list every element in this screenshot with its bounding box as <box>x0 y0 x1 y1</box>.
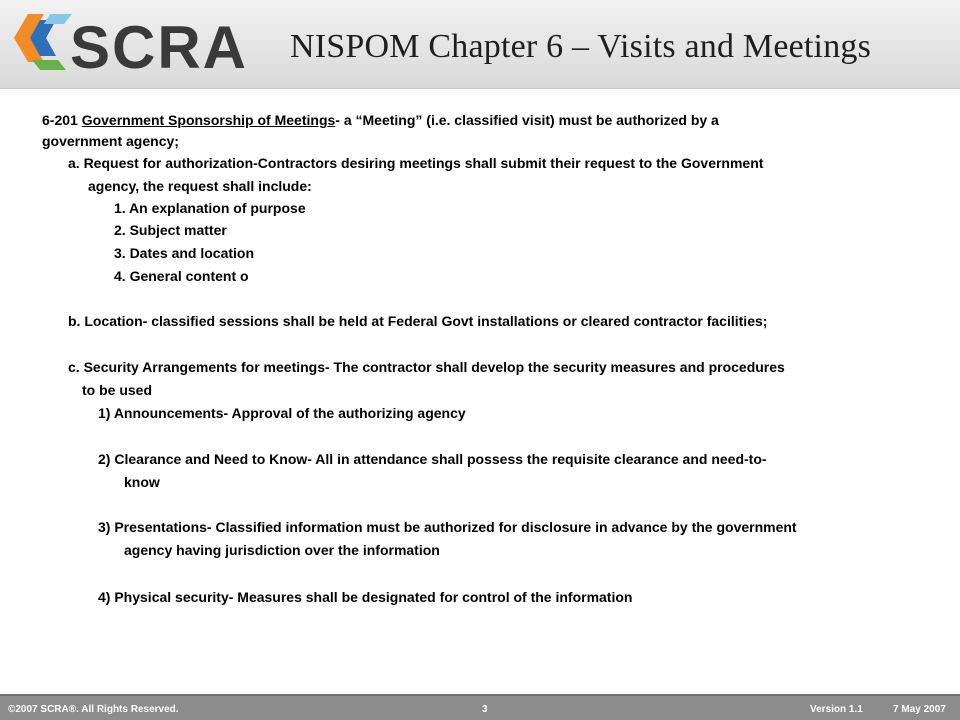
item-c4-line: 4) Physical security- Measures shall be designated for control of the information <box>98 589 633 605</box>
item-c-line-2: to be used <box>82 382 153 398</box>
list-item: 1. An explanation of purpose <box>114 200 306 216</box>
item-c2-line-1: 2) Clearance and Need to Know- All in attendance shall possess the requisite clearance and need-to- <box>98 451 767 467</box>
item-a-line-1: a. Request for authorization-Contractors desiring meetings shall submit their request to the Government <box>68 155 764 171</box>
footer-version: Version 1.1 <box>810 704 863 715</box>
list-item: 3. Dates and location <box>114 245 255 261</box>
item-b-line: b. Location- classified sessions shall be held at Federal Govt installations or cleared contractor facilities; <box>68 313 768 329</box>
section-heading: Government Sponsorship of Meetings <box>81 112 336 128</box>
footer-copyright: ©2007 SCRA®. All Rights Reserved. <box>8 704 179 715</box>
item-a-line-2: agency, the request shall include: <box>88 178 312 194</box>
item-c-line-1: c. Security Arrangements for meetings- The contractor shall develop the security measures and procedures <box>68 359 785 375</box>
section-text: - a “Meeting” (i.e. classified visit) must be authorized by a <box>335 112 719 128</box>
section-6-201-line-2: government agency; <box>42 133 179 149</box>
item-c1-line: 1) Announcements- Approval of the authorizing agency <box>98 405 466 421</box>
slide-footer <box>0 694 960 720</box>
item-c3-line-2: agency having jurisdiction over the information <box>124 542 440 558</box>
footer-page-number: 3 <box>482 704 488 715</box>
section-number: 6-201 <box>42 112 82 128</box>
section-6-201-line-1 <box>42 111 719 129</box>
list-item: 2. Subject matter <box>114 222 227 238</box>
slide-title: NISPOM Chapter 6 – Visits and Meetings <box>290 28 872 65</box>
item-c2-line-2: know <box>124 474 160 490</box>
list-item: 4. General content o <box>114 268 249 284</box>
item-c3-line-1: 3) Presentations- Classified information must be authorized for disclosure in advance by the government <box>98 519 797 535</box>
logo-wordmark: SCRA <box>70 14 249 80</box>
footer-date: 7 May 2007 <box>893 704 946 715</box>
